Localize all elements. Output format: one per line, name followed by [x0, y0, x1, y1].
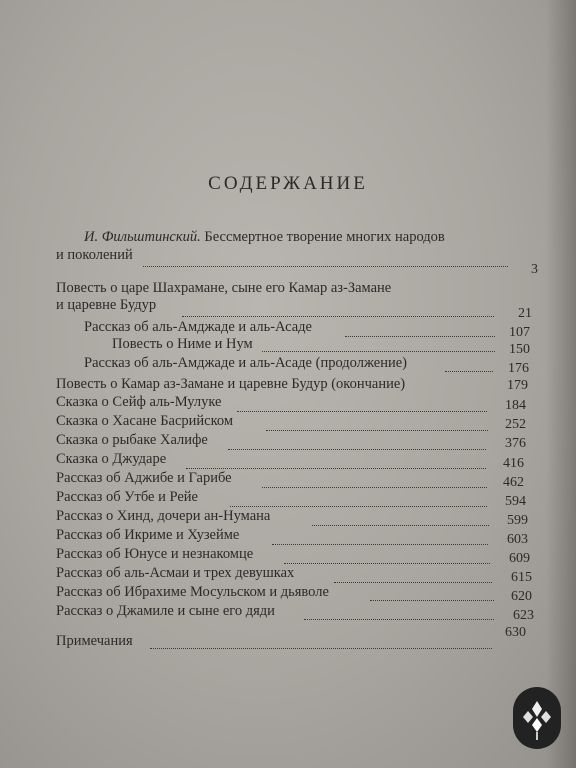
toc-entry-title: Рассказ об Утбе и Рейе — [56, 489, 198, 505]
toc-entry-page: 252 — [505, 417, 526, 432]
toc-leader — [182, 316, 494, 317]
toc-leader — [143, 266, 508, 267]
toc-entry-title: Рассказ об аль-Амджаде и аль-Асаде — [84, 319, 312, 335]
toc-entry-page: 623 — [513, 608, 534, 623]
toc-entry-title: Рассказ об Ибрахиме Мосульском и дьяволе — [56, 584, 329, 600]
toc-leader — [284, 563, 490, 564]
toc-entry-page: 594 — [505, 494, 526, 509]
toc-leader — [345, 336, 495, 337]
intro-author: И. Фильштинский. — [84, 229, 201, 245]
toc-entry-title: Рассказ об Аджибе и Гарибе — [56, 470, 232, 486]
toc-entry-page: 599 — [507, 513, 528, 528]
toc-leader — [230, 506, 487, 507]
toc-entry-page: 416 — [503, 456, 524, 471]
toc-leader — [304, 619, 494, 620]
story1-line1: Повесть о царе Шахрамане, сыне его Камар аз-Замане — [56, 280, 392, 296]
toc-entry-page: 107 — [509, 325, 530, 340]
toc-entry-title: Сказка о Джударе — [56, 451, 167, 467]
toc-entry-title: Примечания — [56, 633, 133, 649]
toc-entry-page: 150 — [509, 342, 530, 357]
toc-leader — [312, 525, 489, 526]
toc-entry-title: Рассказ об Икриме и Хузейме — [56, 527, 240, 543]
toc-leader — [150, 648, 492, 649]
toc-entry-page: 630 — [505, 625, 526, 640]
toc-entry-title: Повесть о Ниме и Нум — [112, 336, 253, 352]
toc-leader — [334, 582, 492, 583]
story1-line2: и царевне Будур — [56, 297, 157, 313]
toc-entry-page: 176 — [508, 361, 529, 376]
toc-leader — [445, 371, 493, 372]
toc-leader — [266, 430, 488, 431]
toc-entry-page: 609 — [509, 551, 530, 566]
story1-page: 21 — [518, 306, 532, 321]
toc-leader — [186, 468, 486, 469]
toc-entry-page: 376 — [505, 436, 526, 451]
intro-title-line1: Бессмертное творение многих народов — [204, 229, 445, 245]
toc-entry-title: Сказка о Сейф аль-Мулуке — [56, 394, 222, 410]
toc-entry-title: Сказка о Хасане Басрийском — [56, 413, 234, 429]
toc-entry-page: 179 — [507, 378, 528, 393]
watermark-logo-icon — [513, 687, 561, 749]
intro-line-1 — [84, 229, 445, 246]
toc-entry-title: Рассказ об аль-Асмаи и трех девушках — [56, 565, 295, 581]
toc-entry-page: 615 — [511, 570, 532, 585]
toc-leader — [262, 487, 487, 488]
toc-leader — [272, 544, 488, 545]
toc-entry-title: Рассказ о Джамиле и сыне его дяди — [56, 603, 275, 619]
toc-entry-title: Рассказ об аль-Амджаде и аль-Асаде (продолжение) — [84, 355, 408, 371]
toc-entry-title: Повесть о Камар аз-Замане и царевне Будур (окончание) — [56, 376, 406, 392]
toc-entry-page: 603 — [507, 532, 528, 547]
toc-entry-title: Рассказ о Хинд, дочери ан-Нумана — [56, 508, 271, 524]
toc-leader — [237, 411, 487, 412]
toc-entry-page: 620 — [511, 589, 532, 604]
toc-entry-page: 462 — [503, 475, 524, 490]
contents-heading: СОДЕРЖАНИЕ — [208, 173, 368, 194]
intro-page: 3 — [531, 262, 538, 277]
toc-leader — [262, 351, 495, 352]
toc-entry-page: 184 — [505, 398, 526, 413]
toc-leader — [228, 449, 486, 450]
toc-leader — [370, 600, 494, 601]
intro-title-line2: и поколений — [56, 247, 133, 263]
toc-entry-title: Сказка о рыбаке Халифе — [56, 432, 208, 448]
toc-entry-title: Рассказ об Юнусе и незнакомце — [56, 546, 254, 562]
